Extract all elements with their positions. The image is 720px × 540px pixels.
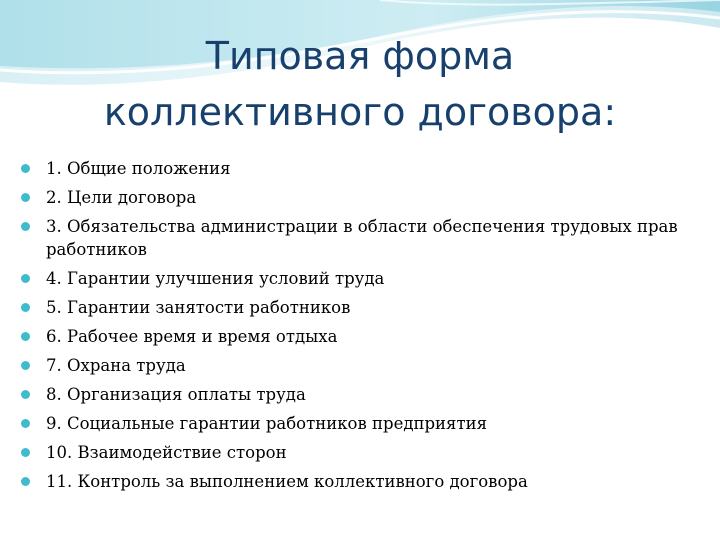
- title-line-1: Типовая форма: [205, 34, 515, 78]
- title-line-2: коллективного договора:: [103, 90, 617, 134]
- list-item-text: 7. Охрана труда: [46, 356, 186, 375]
- list-item-text: 9. Социальные гарантии работников предприятия: [46, 414, 487, 433]
- list-item-text: 4. Гарантии улучшения условий труда: [46, 269, 385, 288]
- contract-sections-list: [18, 157, 708, 499]
- list-item: [18, 267, 708, 290]
- bullet-icon: [21, 222, 30, 231]
- list-item-text: 1. Общие положения: [46, 159, 231, 178]
- list-item: [18, 157, 708, 180]
- list-item: [18, 325, 708, 348]
- bullet-icon: [21, 303, 30, 312]
- list-item: [18, 470, 708, 493]
- list-item: [18, 215, 708, 261]
- list-item: [18, 354, 708, 377]
- list-item-text: 2. Цели договора: [46, 188, 197, 207]
- list-item: [18, 186, 708, 209]
- list-item-text: 10. Взаимодействие сторон: [46, 443, 287, 462]
- bullet-icon: [21, 448, 30, 457]
- bullet-icon: [21, 164, 30, 173]
- list-item-text: 5. Гарантии занятости работников: [46, 298, 351, 317]
- bullet-icon: [21, 274, 30, 283]
- bullet-icon: [21, 361, 30, 370]
- list-item: [18, 383, 708, 406]
- bullet-icon: [21, 477, 30, 486]
- list-item-text: 6. Рабочее время и время отдыха: [46, 327, 338, 346]
- list-item: [18, 412, 708, 435]
- list-item-text: 11. Контроль за выполнением коллективного договора: [46, 472, 528, 491]
- bullet-icon: [21, 419, 30, 428]
- bullet-icon: [21, 332, 30, 341]
- list-item-text: 8. Организация оплаты труда: [46, 385, 306, 404]
- list-item: [18, 296, 708, 319]
- bullet-icon: [21, 390, 30, 399]
- bullet-icon: [21, 193, 30, 202]
- slide-title: [0, 28, 720, 140]
- list-item: [18, 441, 708, 464]
- list-item-text: 3. Обязательства администрации в области обеспечения трудовых прав работников: [46, 217, 678, 259]
